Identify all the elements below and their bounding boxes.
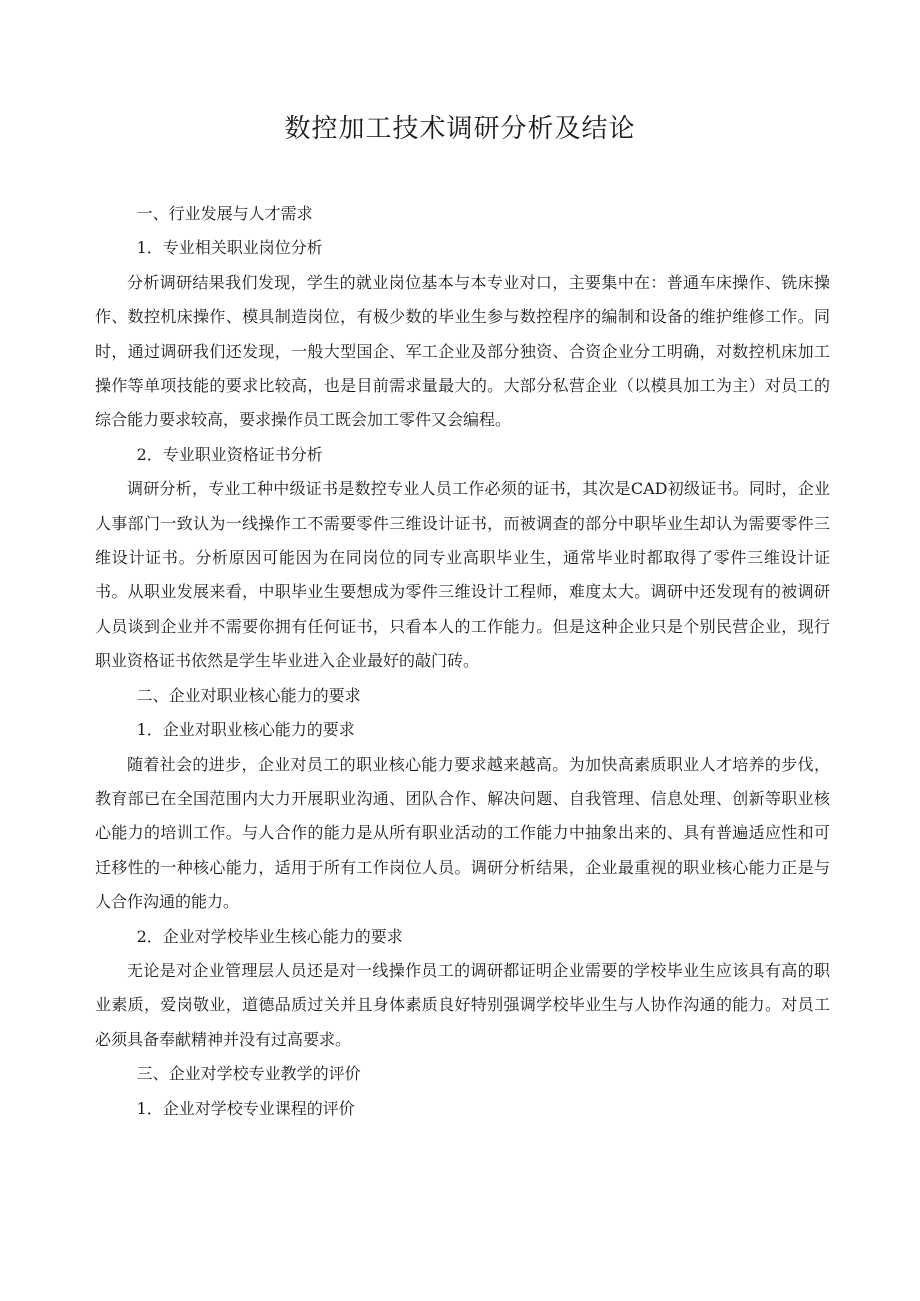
subsection-heading: 1．专业相关职业岗位分析: [136, 238, 323, 258]
paragraph: 随着社会的进步，企业对员工的职业核心能力要求越来越高。为加快高素质职业人才培养的步伐，教育部已在全国范围内大力开展职业沟通、团队合作、解决问题、自我管理、信息处理、创新等职业核心能力的培训工作。与人合作的能力是从所有职业活动的工作能力中抽象出来的、具有普遍适应性和可迁移性的一种核心能力，适用于所有工作岗位人员。调研分析结果，企业最重视的职业核心能力正是与人合作沟通的能力。: [95, 754, 830, 912]
subsection-heading: 2．专业职业资格证书分析: [136, 444, 323, 464]
subsection-heading: 2．企业对学校毕业生核心能力的要求: [136, 926, 403, 946]
section-heading: 一、行业发展与人才需求: [136, 204, 313, 223]
paragraph: 调研分析，专业工种中级证书是数控专业人员工作必须的证书，其次是CAD初级证书。同时，企业人事部门一致认为一线操作工不需要零件三维设计证书，而被调查的部分中职毕业生却认为需要零件三维设计证书。分析原因可能因为在同岗位的同专业高职毕业生，通常毕业时都取得了零件三维设计证书。从职业发展来看，中职毕业生要想成为零件三维设计工程师，难度太大。调研中还发现有的被调研人员谈到企业并不需要你拥有任何证书，只看本人的工作能力。但是这种企业只是个别民营企业，现行职业资格证书依然是学生毕业进入企业最好的敲门砖。: [95, 479, 830, 671]
document-body: [95, 197, 830, 1126]
section-heading: 二、企业对职业核心能力的要求: [136, 685, 361, 705]
subsection-heading: 1．企业对学校专业课程的评价: [136, 1098, 355, 1118]
document-title: 数控加工技术调研分析及结论: [284, 114, 636, 144]
section-heading: 三、企业对学校专业教学的评价: [136, 1064, 361, 1084]
paragraph: 分析调研结果我们发现，学生的就业岗位基本与本专业对口，主要集中在：普通车床操作、铣床操作、数控机床操作、模具制造岗位，有极少数的毕业生参与数控程序的编制和设备的维护维修工作。同时，通过调研我们还发现，一般大型国企、军工企业及部分独资、合资企业分工明确，对数控机床加工操作等单项技能的要求比较高，也是目前需求量最大的。大部分私营企业（以模具加工为主）对员工的综合能力要求较高，要求操作员工既会加工零件又会编程。: [95, 272, 830, 430]
subsection-heading: 1．企业对职业核心能力的要求: [136, 720, 355, 740]
paragraph: 无论是对企业管理层人员还是对一线操作员工的调研都证明企业需要的学校毕业生应该具有高的职业素质，爱岗敬业，道德品质过关并且身体素质良好特别强调学校毕业生与人协作沟通的能力。对员工必须具备奉献精神并没有过高要求。: [95, 960, 830, 1049]
